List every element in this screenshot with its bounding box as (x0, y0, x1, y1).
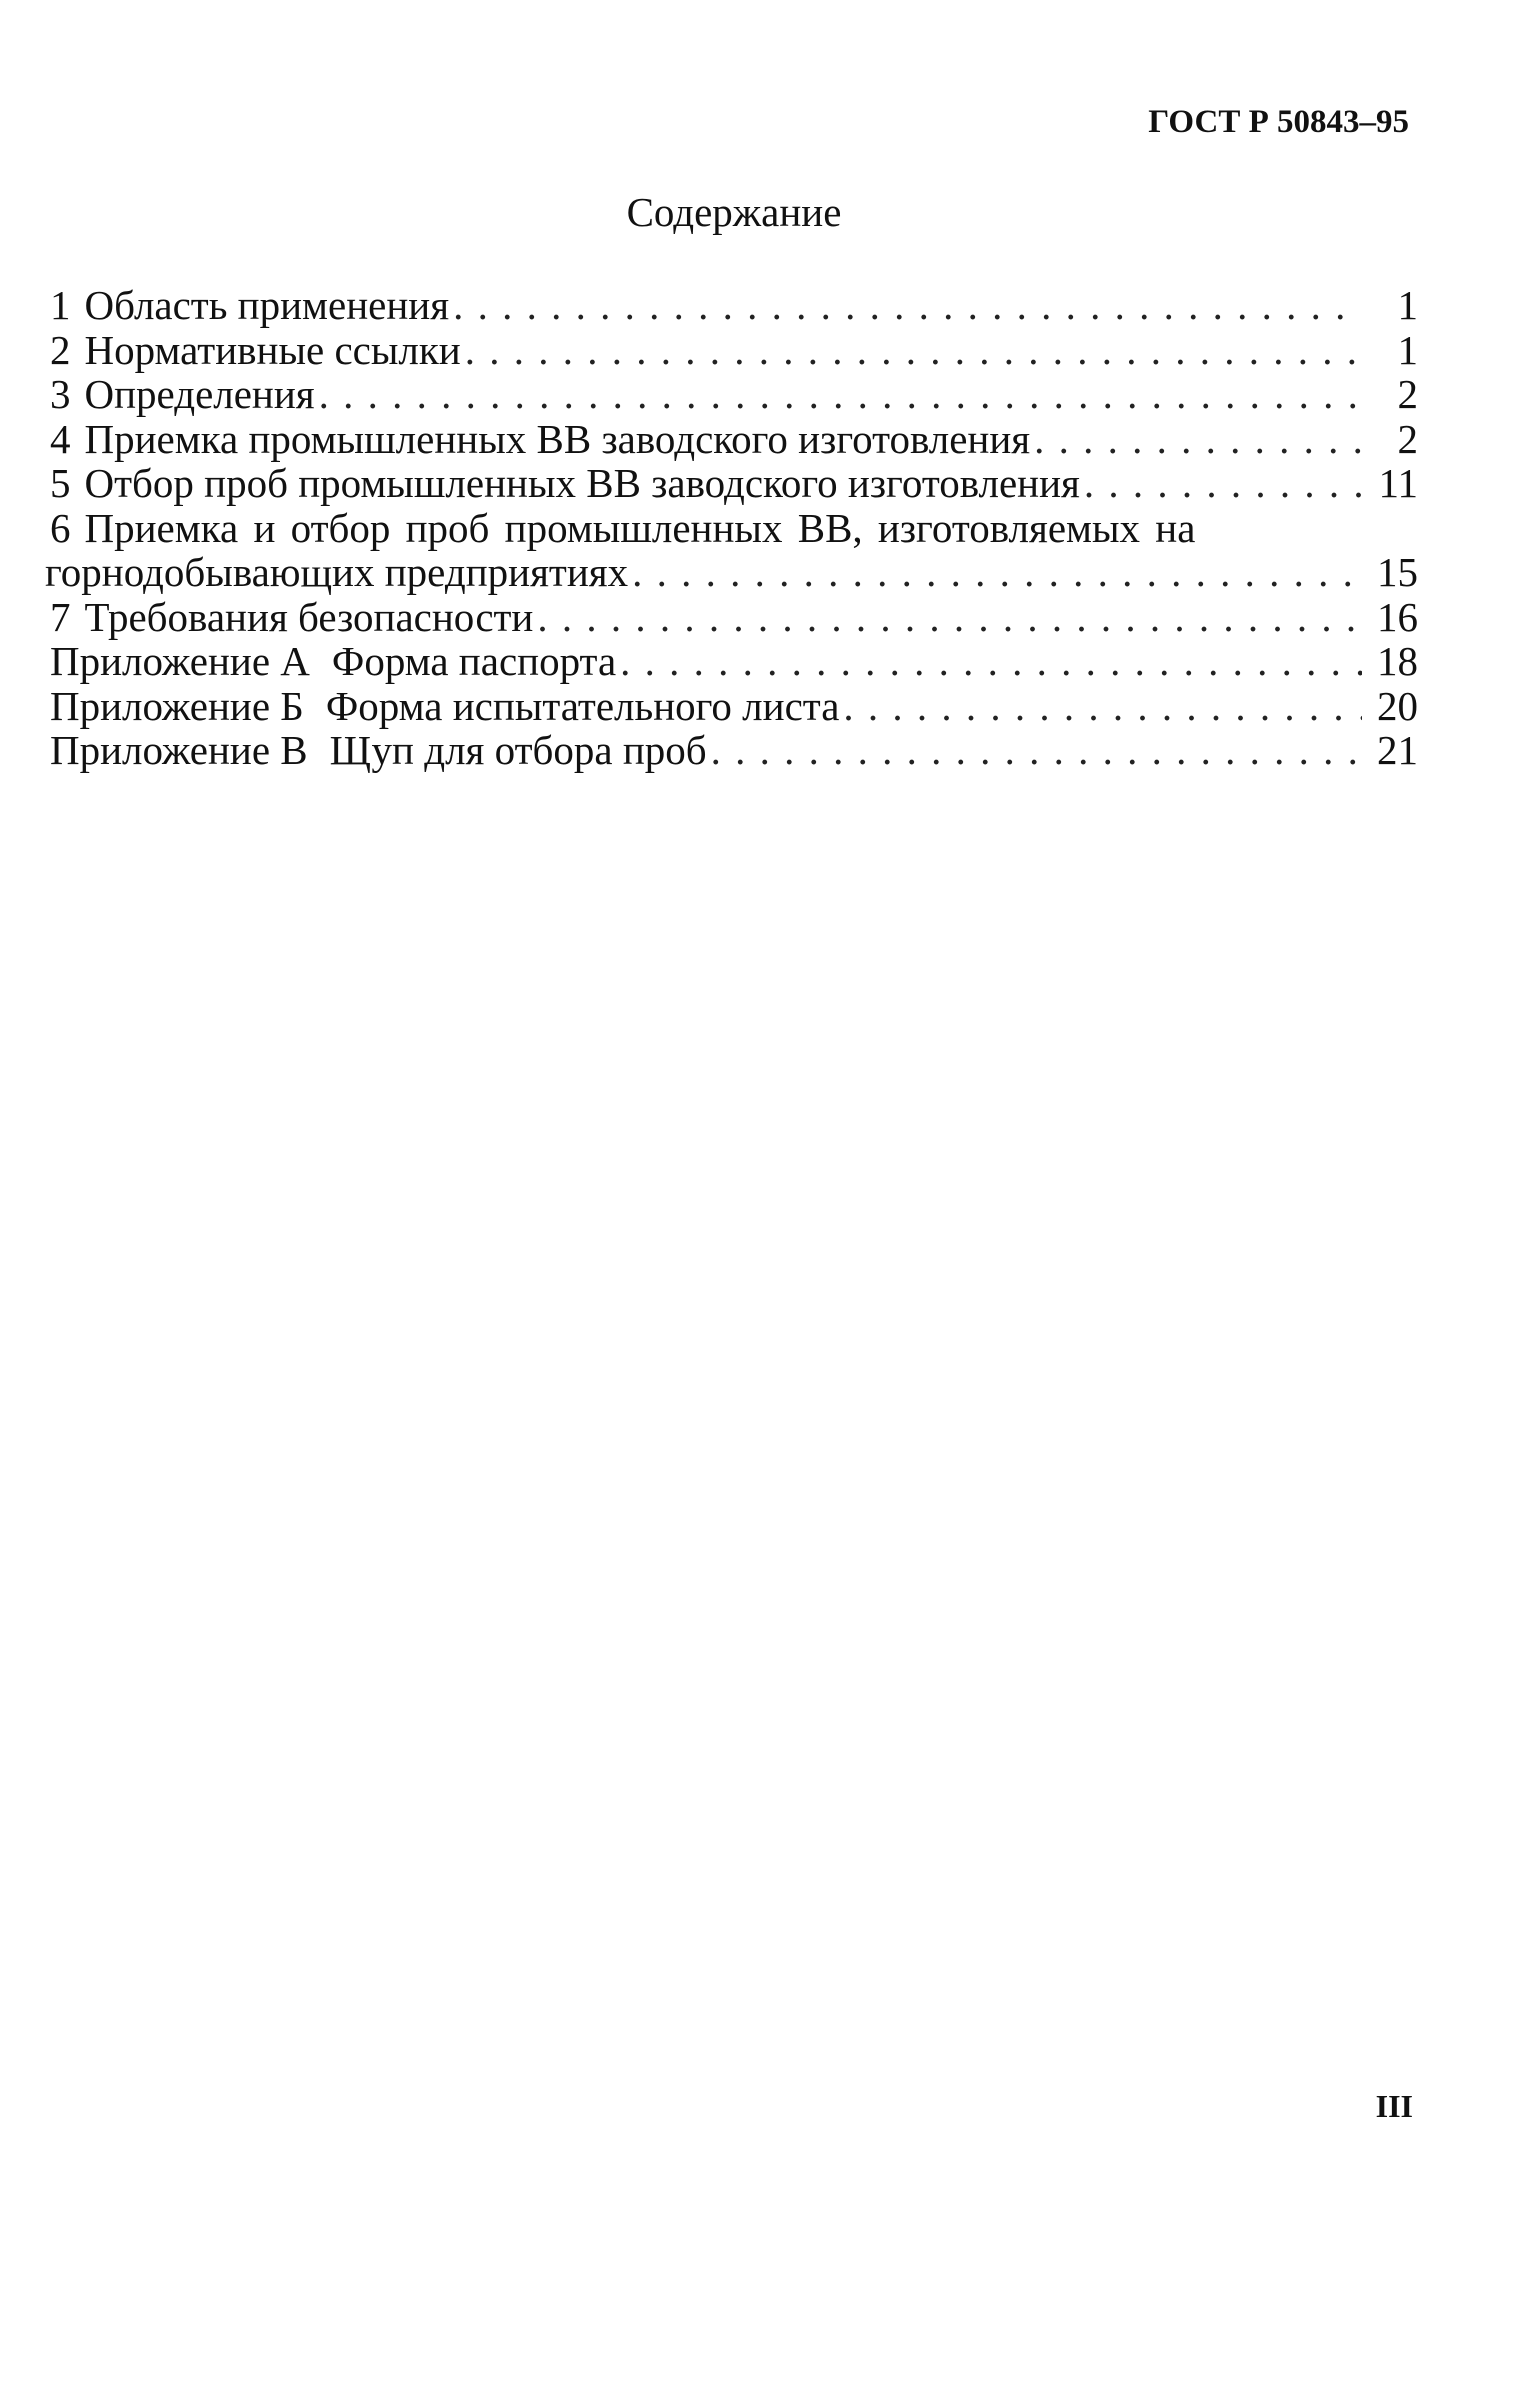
annex-title: Форма испытательного листа (325, 682, 840, 729)
toc-entry-4[interactable] (50, 417, 1418, 462)
toc-entry-page: 1 (1397, 282, 1418, 328)
toc-entry-number: 1 (50, 282, 71, 328)
toc-entry-page: 2 (1397, 415, 1418, 462)
toc-entry-title: Приемка промышленных ВВ заводского изготовления (84, 415, 1031, 462)
toc-entry-title: Нормативные ссылки (84, 326, 461, 373)
document-code: ГОСТ Р 50843–95 (1148, 104, 1409, 140)
toc-entry-page: 21 (1377, 727, 1418, 773)
toc-entry-title: Область применения (84, 282, 450, 328)
leader-dots (843, 684, 1362, 729)
leader-dots (1084, 461, 1362, 506)
leader-dots (319, 372, 1362, 417)
toc-entry-number: 6 (50, 504, 71, 551)
toc-entry-1[interactable] (50, 283, 1418, 328)
leader-dots (1034, 417, 1362, 462)
toc-entry-title-line1: Приемка и отбор проб промышленных ВВ, изготовляемых на (84, 504, 1196, 551)
toc-entry-number: 7 (50, 593, 71, 640)
toc-entry-page: 18 (1377, 638, 1418, 684)
toc-entry-6[interactable] (45, 504, 1418, 595)
toc-entry-page: 16 (1377, 593, 1418, 640)
annex-label: Приложение Б (50, 682, 304, 729)
annex-title: Щуп для отбора проб (329, 727, 707, 773)
leader-dots (711, 728, 1362, 773)
toc-entry-title: Отбор проб промышленных ВВ заводского изготовления (84, 460, 1080, 506)
toc-entry-page: 1 (1397, 326, 1418, 373)
page-title: Содержание (626, 189, 842, 235)
toc-entry-number: 5 (50, 460, 71, 506)
table-of-contents (45, 282, 1418, 773)
toc-entry-page: 2 (1397, 371, 1418, 417)
leader-dots (632, 550, 1362, 595)
toc-entry-number: 3 (50, 371, 71, 417)
toc-entry-7[interactable] (50, 595, 1418, 640)
leader-dots (453, 283, 1362, 328)
toc-entry-2[interactable] (50, 328, 1418, 373)
annex-label: Приложение В (50, 727, 308, 773)
toc-annex-b[interactable] (50, 684, 1418, 729)
toc-annex-a[interactable] (50, 639, 1418, 684)
page-number: III (1375, 2088, 1413, 2124)
annex-label: Приложение А (50, 638, 310, 684)
toc-entry-5[interactable] (50, 461, 1418, 506)
toc-entry-page: 20 (1377, 682, 1418, 729)
toc-entry-page: 11 (1378, 460, 1418, 506)
toc-entry-title-line2: горнодобывающих предприятиях (45, 549, 629, 595)
leader-dots (620, 639, 1362, 684)
toc-entry-title: Требования безопасности (84, 593, 534, 640)
toc-entry-number: 2 (50, 326, 71, 373)
toc-entry-title: Определения (84, 371, 315, 417)
toc-entry-number: 4 (50, 415, 71, 462)
annex-title: Форма паспорта (331, 638, 617, 684)
leader-dots (537, 595, 1362, 640)
toc-annex-v[interactable] (50, 728, 1418, 773)
leader-dots (465, 328, 1362, 373)
toc-entry-3[interactable] (50, 372, 1418, 417)
toc-entry-page: 15 (1377, 549, 1418, 595)
